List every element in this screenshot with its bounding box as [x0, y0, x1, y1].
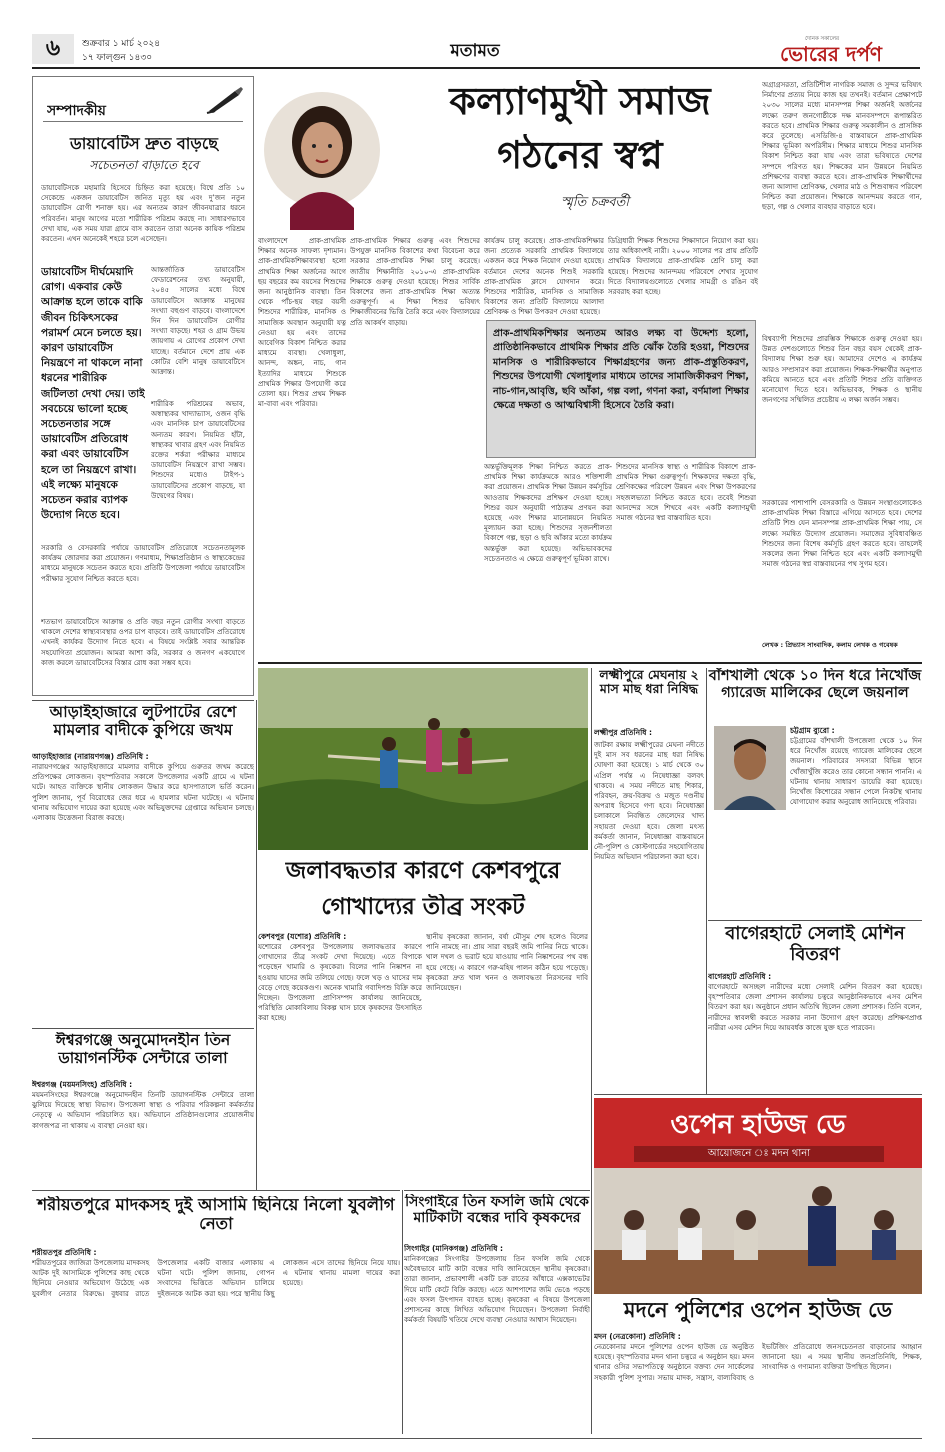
a9-headline: মদনে পুলিশের ওপেন হাউজ ডে [623, 1298, 893, 1322]
section-title: মতামত [450, 41, 500, 60]
a9-byline: মদন (নেত্রকোনা) প্রতিনিধি : [594, 1332, 681, 1341]
masthead-logo: ভোরের দর্পণ [780, 42, 882, 66]
editorial-para-1: ডায়াবেটিসকে মহামারি হিসেবে চিহ্নিত করা হয়েছে। বিশ্বে প্রতি ১০ সেকেন্ডে একজন ডায়াবেটিস জনিত মৃত্যু হয় এবং দু’জন নতুন ডায়াবেটিস রোগী শনাক্ত হয়। এর অন্যতম কারণ জীবনযাত্রার ধরনে পরিবর্তন। মানুষ আগের মতো শারীরিক পরিশ্রম করছে না। সাধারণভাবে দেখা যায়, এক সময় যারা গ্রামে বাস করতেন তারা অনেক কায়িক পরিশ্রম করতেন। এখন অনেকেই শহরে চলে এসেছেন। [41, 184, 245, 244]
a2-headline: ঈশ্বরগঞ্জে অনুমোদনহীন তিন ডায়াগনস্টিক সেন্টারে তালা [55, 1032, 231, 1067]
page-number: ৬ [32, 34, 74, 64]
a4-byline: কেশবপুর (যশোর) প্রতিনিধি : [258, 932, 347, 941]
a5-body: জাটকা রক্ষায় লক্ষ্মীপুরের মেঘনা নদীতে দুই মাস সব ধরনের মাছ ধরা নিষিদ্ধ ঘোষণা করা হয়েছে। ১ মার্চ থেকে ৩০ এপ্রিল পর্যন্ত এ নিষেধাজ্ঞা বলবৎ থাকবে। এ সময় নদীতে মাছ শিকার, পরিবহন, ক্রয়-বিক্রয় ও মজুত দণ্ডনীয় অপরাধ হিসেবে গণ্য হবে। নিষেধাজ্ঞা চলাকালে নিবন্ধিত জেলেদের খাদ্য সহায়তা দেওয়া হবে। জেলা মৎস্য কর্মকর্তা জানান, নিষেধাজ্ঞা বাস্তবায়নে নৌ-পুলিশ ও কোস্টগার্ডের সহযোগিতায় নিয়মিত অভিযান পরিচালনা করা হবে। [594, 741, 704, 862]
feature-col-6: শিশুদের মানসিক স্বাস্থ্য ও শারীরিক বিকাশে প্রাক-প্রাথমিক শিক্ষা গুরুত্বপূর্ণ। শিক্ষকদের দক্ষতা বৃদ্ধি, শ্রেণিকক্ষের পরিবেশ উন্নয়ন এবং শিক্ষা উপকরণের সহজলভ্যতা নিশ্চিত করতে হবে। তবেই শিশুরা আনন্দের সঙ্গে শিখবে এবং একটি কল্যাণমুখী সমাজ গঠনের স্বপ্ন বাস্তবায়িত হবে। [616, 463, 756, 523]
a9-body: নেত্রকোনার মদনে পুলিশের ওপেন হাউজ ডে অনুষ্ঠিত হয়েছে। বৃহস্পতিবার মদন থানা চত্বরে এ অনুষ্ঠান হয়। মদন থানার ওসির সভাপতিত্বে অনুষ্ঠানে বক্তব্য দেন সার্কেলের সহকারী পুলিশ সুপার। সভায় মাদক, সন্ত্রাস, বাল্যবিবাহ ও ইভটিজিং প্রতিরোধে জনসচেতনতা বাড়ানোর আহ্বান জানানো হয়। এ সময় স্থানীয় জনপ্রতিনিধি, শিক্ষক, সাংবাদিক ও গণ্যমান্য ব্যক্তিরা উপস্থিত ছিলেন। [594, 1343, 922, 1382]
editorial-para-3: শারীরিক পরিশ্রমের অভাব, অস্বাস্থ্যকর খাদ্যাভ্যাস, ওজন বৃদ্ধি এবং মানসিক চাপ ডায়াবেটিসের অন্যতম কারণ। নিয়মিত হাঁটা, স্বাস্থ্যকর খাবার গ্রহণ এবং নিয়মিত রক্তের শর্করা পরীক্ষার মাধ্যমে ডায়াবেটিস নিয়ন্ত্রণে রাখা সম্ভব। শিশুদের মধ্যেও টাইপ-১ ডায়াবেটিসের প্রকোপ বাড়ছে, যা উদ্বেগের বিষয়। [151, 400, 245, 500]
feature-headline-2: গঠনের স্বপ্ন [497, 134, 663, 177]
logo-small-text: দৈনিক সকালের [805, 36, 839, 42]
feature-col-3: কার্যক্রম চালু করেছে। প্রাক-প্রাথমিকশিক্ষার জন্য প্রত্যেক সরকারি প্রাথমিক বিদ্যালয়ে একজন করে শিক্ষক নিয়োগ দেওয়া হয়েছে। বর্তমানে দেশের অনেক শিশুই সরকারি প্রাক-প্রাথমিক ক্লাসে যোগদান করে। শিশুদের শারীরিক, মানসিক ও সামাজিক বিকাশের জন্য প্রতিটি বিদ্যালয়ে আলাদা শ্রেণিকক্ষ ও শিক্ষা উপকরণ দেওয়া হয়েছে। [484, 237, 604, 316]
feature-pullquote-box [486, 320, 756, 458]
a4-headline-2: গোখাদ্যের তীব্র সংকট [321, 894, 525, 920]
page-header [0, 0, 945, 72]
feature-right-col-2: বিশ্বব্যাপী শিশুদের প্রারম্ভিক শিক্ষাকে গুরুত্ব দেওয়া হয়। উন্নত দেশগুলোতে শিশুর তিন বছর বয়স থেকেই প্রাক-বিদ্যালয় শিক্ষা শুরু হয়। আমাদের দেশেও এ কার্যক্রম আরও সম্প্রসারণ করা প্রয়োজন। শিক্ষক-শিক্ষার্থীর অনুপাত কমিয়ে আনতে হবে এবং প্রতিটি শিশুর প্রতি ব্যক্তিগত মনোযোগ দিতে হবে। অভিভাবক, শিক্ষক ও স্থানীয় জনগণের সম্মিলিত প্রচেষ্টায় এ লক্ষ্য অর্জন সম্ভব। [762, 335, 922, 405]
editorial-para-5: শতভাগ ডায়াবেটিসে আক্রান্ত ও প্রতি বছর নতুন রোগীর সংখ্যা বাড়তে থাকলে দেশের স্বাস্থ্যব্যবস্থার ওপর চাপ বাড়বে। তাই ডায়াবেটিস প্রতিরোধে এখনই কার্যকর উদ্যোগ নিতে হবে। এ বিষয়ে সংশ্লিষ্ট সবার আন্তরিক সহযোগিতা প্রয়োজন। আমরা আশা করি, সরকার ও জনগণ একযোগে কাজ করলে ডায়াবেটিসের বিস্তার রোধ করা সম্ভব হবে। [41, 618, 245, 667]
editorial-label: সম্পাদকীয় [47, 103, 106, 117]
feature-right-col: অগ্রাগ্রসরতা, প্রতিটিশীল নাগরিক সমাজ ও সুন্দর ভবিষ্যৎ নির্মাণের প্রত্যয় নিয়ে কাজ হয় তখনই। বর্তমান প্রেক্ষাপটে ২০৩০ সালের মধ্যে মানসম্পন্ন শিক্ষা অর্জনই অর্জনের লক্ষ্যে তরুণ জনগোষ্ঠীকে দক্ষ মানবসম্পদে রূপান্তরিত করতে হবে। প্রাথমিক শিক্ষার গুরুত্ব সমকালীন ও প্রাসঙ্গিক করে তুলেছে। এসডিজি-৪ বাস্তবায়নে প্রাক-প্রাথমিক শিক্ষার ভূমিকা অপরিসীম। শিক্ষার মাধ্যমে শিশুর মানসিক বিকাশ নিশ্চিত করা যায় এবং তারা ভবিষ্যতে দেশের সম্পদে পরিণত হয়। শিক্ষকের মান উন্নয়নে নিয়মিত প্রশিক্ষণের ব্যবস্থা করতে হবে। প্রাক-প্রাথমিক শিক্ষার্থীদের জন্য আলাদা শ্রেণিকক্ষ, খেলার মাঠ ও শিশুবান্ধব পরিবেশ নিশ্চিত করা প্রয়োজন। শিক্ষাকে আনন্দময় করতে গান, ছড়া, গল্প ও খেলার ব্যবহার বাড়াতে হবে। [762, 81, 922, 212]
pen-icon [205, 85, 245, 115]
banner-subtext: আয়োজনে ঃ মদন থানা [634, 1146, 884, 1162]
a7-byline: বাগেরহাট প্রতিনিধি : [708, 972, 772, 981]
a2-body: ময়মনসিংহের ঈশ্বরগঞ্জে অনুমোদনহীন তিনটি ডায়াগনস্টিক সেন্টারে তালা ঝুলিয়ে দিয়েছে স্বাস্থ্য বিভাগ। উপজেলা স্বাস্থ্য ও পরিবার পরিকল্পনা কর্মকর্তার নেতৃত্বে এ অভিযান পরিচালিত হয়। অভিযানে প্রতিষ্ঠানগুলোর প্রয়োজনীয় কাগজপত্র না থাকায় এ ব্যবস্থা নেওয়া হয়। [32, 1091, 254, 1130]
a8-body: মানিকগঞ্জের সিংগাইর উপজেলায় তিন ফসলি জমি থেকে অবৈধভাবে মাটি কাটা বন্ধের দাবি জানিয়েছেন স্থানীয় কৃষকেরা। তারা জানান, প্রভাবশালী একটি চক্র রাতের আঁধারে এক্সকাভেটর দিয়ে মাটি কেটে বিক্রি করছে। এতে আশপাশের জমি ভেঙে পড়ছে এবং ফসল উৎপাদন ব্যাহত হচ্ছে। কৃষকেরা এ বিষয়ে উপজেলা প্রশাসনের কাছে লিখিত অভিযোগ দিয়েছেন। উপজেলা নির্বাহী কর্মকর্তা বিষয়টি খতিয়ে দেখে ব্যবস্থা নেওয়ার আশ্বাস দিয়েছেন। [404, 1255, 590, 1325]
header-date-1: শুক্রবার ১ মার্চ ২০২৪ [82, 39, 161, 48]
editorial-pullquote: ডায়াবেটিস দীর্ঘমেয়াদি রোগ। একবার কেউ আক্রান্ত হলে তাকে বাকি জীবন চিকিৎসকের পরামর্শ মেনে চলতে হয়। কারণ ডায়াবেটিস নিয়ন্ত্রণে না থাকলে নানা ধরনের শারীরিক জটিলতা দেখা দেয়। তাই সবচেয়ে ভালো হচ্ছে সচেতনতার সঙ্গে ডায়াবেটিস প্রতিরোধ করা এবং ডায়াবেটিস হলে তা নিয়ন্ত্রণে রাখা। এই লক্ষ্যে মানুষকে সচেতন করার ব্যাপক উদ্যোগ নিতে হবে। [41, 266, 145, 522]
missing-boy-photo [714, 726, 786, 810]
a6-headline: বাঁশখালী থেকে ১০ দিন ধরে নিখোঁজ গ্যারেজ মালিকের ছেলে জয়নাল [708, 668, 922, 701]
feature-author: স্মৃতি চক্রবর্তী [561, 195, 629, 210]
a1-body: নারায়ণগঞ্জের আড়াইহাজারে মামলার বাদীকে কুপিয়ে গুরুতর জখম করেছে প্রতিপক্ষের লোকজন। বৃহস্পতিবার সকালে উপজেলার একটি গ্রামে এ ঘটনা ঘটে। আহত ব্যক্তিকে স্থানীয় লোকজন উদ্ধার করে হাসপাতালে ভর্তি করেন। পুলিশ জানায়, পূর্ব বিরোধের জের ধরে এ হামলার ঘটনা ঘটেছে। এ ঘটনায় থানায় অভিযোগ দায়ের করা হয়েছে এবং অভিযুক্তদের গ্রেপ্তারে অভিযান চলছে। এলাকায় উত্তেজনা বিরাজ করছে। [32, 763, 254, 823]
a6-byline: চট্টগ্রাম ব্যুরো : [790, 726, 835, 735]
a4-body: যশোরের কেশবপুর উপজেলায় জলাবদ্ধতার কারণে গোখাদ্যের তীব্র সংকট দেখা দিয়েছে। এতে বিপাকে পড়েছেন খামারি ও কৃষকেরা। বিলের পানি নিষ্কাশন না হওয়ায় ঘাসের জমি তলিয়ে গেছে। ফলে খড় ও ঘাসের দাম বেড়ে গেছে কয়েকগুণ। অনেক খামারি গবাদিপশু বিক্রি করে দিচ্ছেন। উপজেলা প্রাণিসম্পদ কার্যালয় জানিয়েছে, পরিস্থিতি মোকাবিলায় বিকল্প ঘাস চাষে কৃষকদের উৎসাহিত করা হচ্ছে। [258, 943, 422, 1023]
feature-col-5: অন্তর্ভুক্তিমূলক শিক্ষা নিশ্চিত করতে প্রাক-প্রাথমিক শিক্ষা কার্যক্রমকে আরও শক্তিশালী করা প্রয়োজন। প্রাথমিক শিক্ষা উন্নয়ন কর্মসূচির আওতায় শিক্ষকদের প্রশিক্ষণ দেওয়া হচ্ছে। শিশুর বয়স অনুযায়ী পাঠ্যক্রম প্রণয়ন করা হয়েছে এবং শিক্ষার মানোন্নয়নে নিয়মিত মূল্যায়ন করা হচ্ছে। শিশুদের সৃজনশীলতা বিকাশে গল্প, ছড়া ও ছবি আঁকার মতো কার্যক্রম অন্তর্ভুক্ত করা হয়েছে। অভিভাবকদের সচেতনতাও এ ক্ষেত্রে গুরুত্বপূর্ণ ভূমিকা রাখে। [484, 463, 612, 563]
feature-writer-note: লেখক : প্রিভ্যাস সাংবাদিক, কলাম লেখক ও গবেষক [762, 641, 898, 649]
field-photo [258, 668, 588, 850]
header-date-2: ১৭ ফাল্গুন ১৪৩০ [82, 53, 153, 62]
open-house-photo [594, 1098, 922, 1294]
a3-body: শরীয়তপুরের জাজিরা উপজেলায় মাদকসহ আটক দুই আসামিকে পুলিশের কাছ থেকে ছিনিয়ে নেওয়ার অভিযোগ উঠেছে এক যুবলীগ নেতার বিরুদ্ধে। বুধবার রাতে উপজেলার একটি বাজার এলাকায় এ ঘটনা ঘটে। পুলিশ জানায়, গোপন সংবাদের ভিত্তিতে অভিযান চালিয়ে দুইজনকে আটক করা হয়। পরে স্থানীয় কিছু লোকজন এসে তাদের ছিনিয়ে নিয়ে যায়। এ ঘটনায় থানায় মামলা দায়ের করা হয়েছে। [32, 1259, 400, 1298]
a8-byline: সিংগাইর (মানিকগঞ্জ) প্রতিনিধি : [404, 1244, 504, 1253]
a1-byline: আড়াইহাজার (নারায়ণগঞ্জ) প্রতিনিধি : [32, 752, 149, 761]
editorial-headline: ডায়াবেটিস দ্রুত বাড়ছে [70, 135, 218, 153]
feature-headline-1: কল্যাণমুখী সমাজ [449, 80, 711, 123]
a8-headline: সিংগাইরে তিন ফসলি জমি থেকে মাটিকাটা বন্ধের দাবি কৃষকদের [405, 1194, 589, 1227]
banner-text: ওপেন হাউজ ডে [670, 1110, 846, 1140]
a4-headline-1: জলাবদ্ধতার কারণে কেশবপুরে [285, 858, 561, 884]
feature-col-4: ডিগ্রিধারী শিক্ষক শিশুদের শিক্ষাদানে নিয়োগ করা হয়। তার অধিকাংশই নারী। ২০০০ সালের পর প্রায় প্রতিটি প্রাথমিক বিদ্যালয়ে প্রাক-প্রাথমিক শ্রেণি চালু করা হয়েছে। শিশুদের আনন্দময় পরিবেশে শেখার সুযোগ দিতে বিদ্যালয়গুলোতে খেলার সামগ্রী ও রঙিন বই সরবরাহ করা হচ্ছে। [608, 237, 758, 297]
editorial-para-4: সরকারি ও বেসরকারি পর্যায়ে ডায়াবেটিস প্রতিরোধে সচেতনতামূলক কার্যক্রম জোরদার করা প্রয়োজন। গণমাধ্যম, শিক্ষাপ্রতিষ্ঠান ও স্বাস্থ্যকেন্দ্রের মাধ্যমে মানুষকে সচেতন করতে হবে। প্রতিটি উপজেলা পর্যায়ে ডায়াবেটিস পরীক্ষার সুযোগ নিশ্চিত করতে হবে। [41, 544, 245, 583]
a5-byline: লক্ষ্মীপুর প্রতিনিধি : [594, 728, 653, 737]
a2-byline: ঈশ্বরগঞ্জ (ময়মনসিংহ) প্রতিনিধি : [32, 1080, 133, 1089]
a1-headline: আড়াইহাজারে লুটপাটের রেশে মামলার বাদীকে কুপিয়ে জখম [49, 704, 237, 739]
a5-headline: লক্ষ্মীপুরে মেঘনায় ২ মাস মাছ ধরা নিষিদ্ধ [599, 668, 699, 697]
author-photo [262, 80, 382, 230]
a3-byline: শরীয়তপুর প্রতিনিধি : [32, 1248, 97, 1257]
feature-col-1: বাংলাদেশে প্রাক-প্রাথমিক শিক্ষার অনেক সাফল্য দৃশ্যমান। প্রাক-প্রাথমিকশিক্ষাব্যবস্থা হলো প্রাথমিক শিক্ষা অর্জনের আগে ছয় বছরের কম বয়সের শিশুদের জন্য আনুষ্ঠানিক ব্যবস্থা। তিন থেকে পাঁচ-ছয় বছর বয়সী শিশুদের শারীরিক, মানসিক ও সামাজিক অবস্থান অনুযায়ী যত্ন নেওয়া হয় এবং তাদের আবেগিক বিকাশ নিশ্চিত করার মাধ্যমে ব্যবস্থা। খেলাধুলা, আনন্দ, অঙ্কন, নাচ, গান ইত্যাদির মাধ্যমে শিশুকে প্রাথমিক শিক্ষার উপযোগী করে তোলা হয়। শিশুর প্রথম শিক্ষক মা-বাবা এবং পরিবার। [258, 237, 346, 409]
editorial-para-2: আন্তর্জাতিক ডায়াবেটিস ফেডারেশনের তথ্য অনুযায়ী, ২০৪৫ সালের মধ্যে বিশ্বে ডায়াবেটিসে আক্রান্ত মানুষের সংখ্যা বহুগুণ বাড়বে। বাংলাদেশে দিন দিন ডায়াবেটিস রোগীর সংখ্যা বাড়ছে। শহর ও গ্রাম উভয় জায়গায় এ রোগের প্রকোপ দেখা যাচ্ছে। বর্তমানে দেশে প্রায় এক কোটির বেশি মানুষ ডায়াবেটিসে আক্রান্ত। [151, 266, 245, 377]
editorial-box [32, 76, 254, 696]
a4-body-2: স্থানীয় কৃষকেরা জানান, বর্ষা মৌসুম শেষ হলেও বিলের পানি নামছে না। প্রায় সারা বছরই জমি পানির নিচে থাকে। খাল দখল ও ভরাট হয়ে যাওয়ায় পানি নিষ্কাশনের পথ বন্ধ হয়ে গেছে। এ কারণে গরু-মহিষ পালন কঠিন হয়ে পড়েছে। কৃষকেরা দ্রুত খাল খনন ও জলাবদ্ধতা নিরসনের দাবি জানিয়েছেন। [426, 933, 588, 993]
editorial-subhead: সচেতনতা বাড়াতে হবে [89, 159, 199, 172]
a7-body: বাগেরহাটে অসচ্ছল নারীদের মধ্যে সেলাই মেশিন বিতরণ করা হয়েছে। বৃহস্পতিবার জেলা প্রশাসন কার্যালয় চত্বরে আনুষ্ঠানিকভাবে এসব মেশিন বিতরণ করা হয়। অনুষ্ঠানে প্রধান অতিথি ছিলেন জেলা প্রশাসক। তিনি বলেন, নারীদের স্বাবলম্বী করতে সরকার নানা উদ্যোগ গ্রহণ করেছে। প্রশিক্ষণপ্রাপ্ত নারীরা এসব মেশিন দিয়ে আয়বর্ধক কাজে যুক্ত হতে পারবেন। [708, 983, 922, 1032]
a7-headline: বাগেরহাটে সেলাই মেশিন বিতরণ [725, 924, 905, 965]
feature-col-2: প্রাক-প্রাথমিক শিক্ষার গুরুত্ব এবং শিশুদের উপযুক্ত মানসিক বিকাশের কথা বিবেচনা করে সরকার প্রাক-প্রাথমিক শিক্ষা চালু করেছে। জাতীয় শিক্ষানীতি ২০১০-এ প্রাক-প্রাথমিক শিক্ষাকে গুরুত্ব দেওয়া হয়েছে। শিশুর সার্বিক বিকাশের জন্য প্রাক-প্রাথমিক শিক্ষা অত্যন্ত গুরুত্বপূর্ণ। এ শিক্ষা শিশুর ভবিষ্যৎ শিক্ষাজীবনের ভিত্তি তৈরি করে এবং বিদ্যালয়ের প্রতি আকর্ষণ বাড়ায়। [350, 237, 480, 327]
feature-pullquote: প্রাক-প্রাথমিকশিক্ষার অন্যতম আরও লক্ষ্য বা উদ্দেশ্য হলো, প্রাতিষ্ঠানিকভাবে প্রাথমিক শিক্ষার প্রতি ঝোঁক তৈরি হওয়া, শিশুদের মানসিক ও শারীরিকভাবে শিক্ষাগ্রহণের জন্য প্রাক-প্রস্তুতিকরণ, শিশুদের উপযোগী খেলাধুলার মাধ্যমে তাদের সামাজিকীকরণ শিক্ষা, নাচ-গান,আবৃত্তি, ছবি আঁকা, গল্প বলা, গণনা করা, বর্ণমালা শিক্ষার ক্ষেত্রে দক্ষতা ও আত্মবিশ্বাসী হিসেবে তৈরি করা। [493, 328, 749, 412]
a6-body: চট্টগ্রামের বাঁশখালী উপজেলা থেকে ১০ দিন ধরে নিখোঁজ রয়েছে গ্যারেজ মালিকের ছেলে জয়নাল। পরিবারের সদস্যরা বিভিন্ন স্থানে খোঁজাখুঁজি করেও তার কোনো সন্ধান পাননি। এ ঘটনায় থানায় সাধারণ ডায়েরি করা হয়েছে। নিখোঁজ কিশোরের সন্ধান পেলে নিকটস্থ থানায় যোগাযোগ করার অনুরোধ জানিয়েছে পরিবার। [790, 737, 922, 807]
feature-right-col-3: সরকারের পাশাপাশি বেসরকারি ও উন্নয়ন সংস্থাগুলোকেও প্রাক-প্রাথমিক শিক্ষা বিস্তারে এগিয়ে আসতে হবে। দেশের প্রতিটি শিশু যেন মানসম্পন্ন প্রাক-প্রাথমিক শিক্ষা পায়, সে লক্ষ্যে সমন্বিত উদ্যোগ প্রয়োজন। সমাজের সুবিধাবঞ্চিত শিশুদের জন্য বিশেষ কর্মসূচি গ্রহণ করতে হবে। তাহলেই সকলের জন্য শিক্ষা নিশ্চিত হবে এবং একটি কল্যাণমুখী সমাজ গঠনের স্বপ্ন বাস্তবায়নের পথ সুগম হবে। [762, 499, 922, 569]
a3-headline: শরীয়তপুরে মাদকসহ দুই আসামি ছিনিয়ে নিলো যুবলীগ নেতা [37, 1196, 395, 1233]
